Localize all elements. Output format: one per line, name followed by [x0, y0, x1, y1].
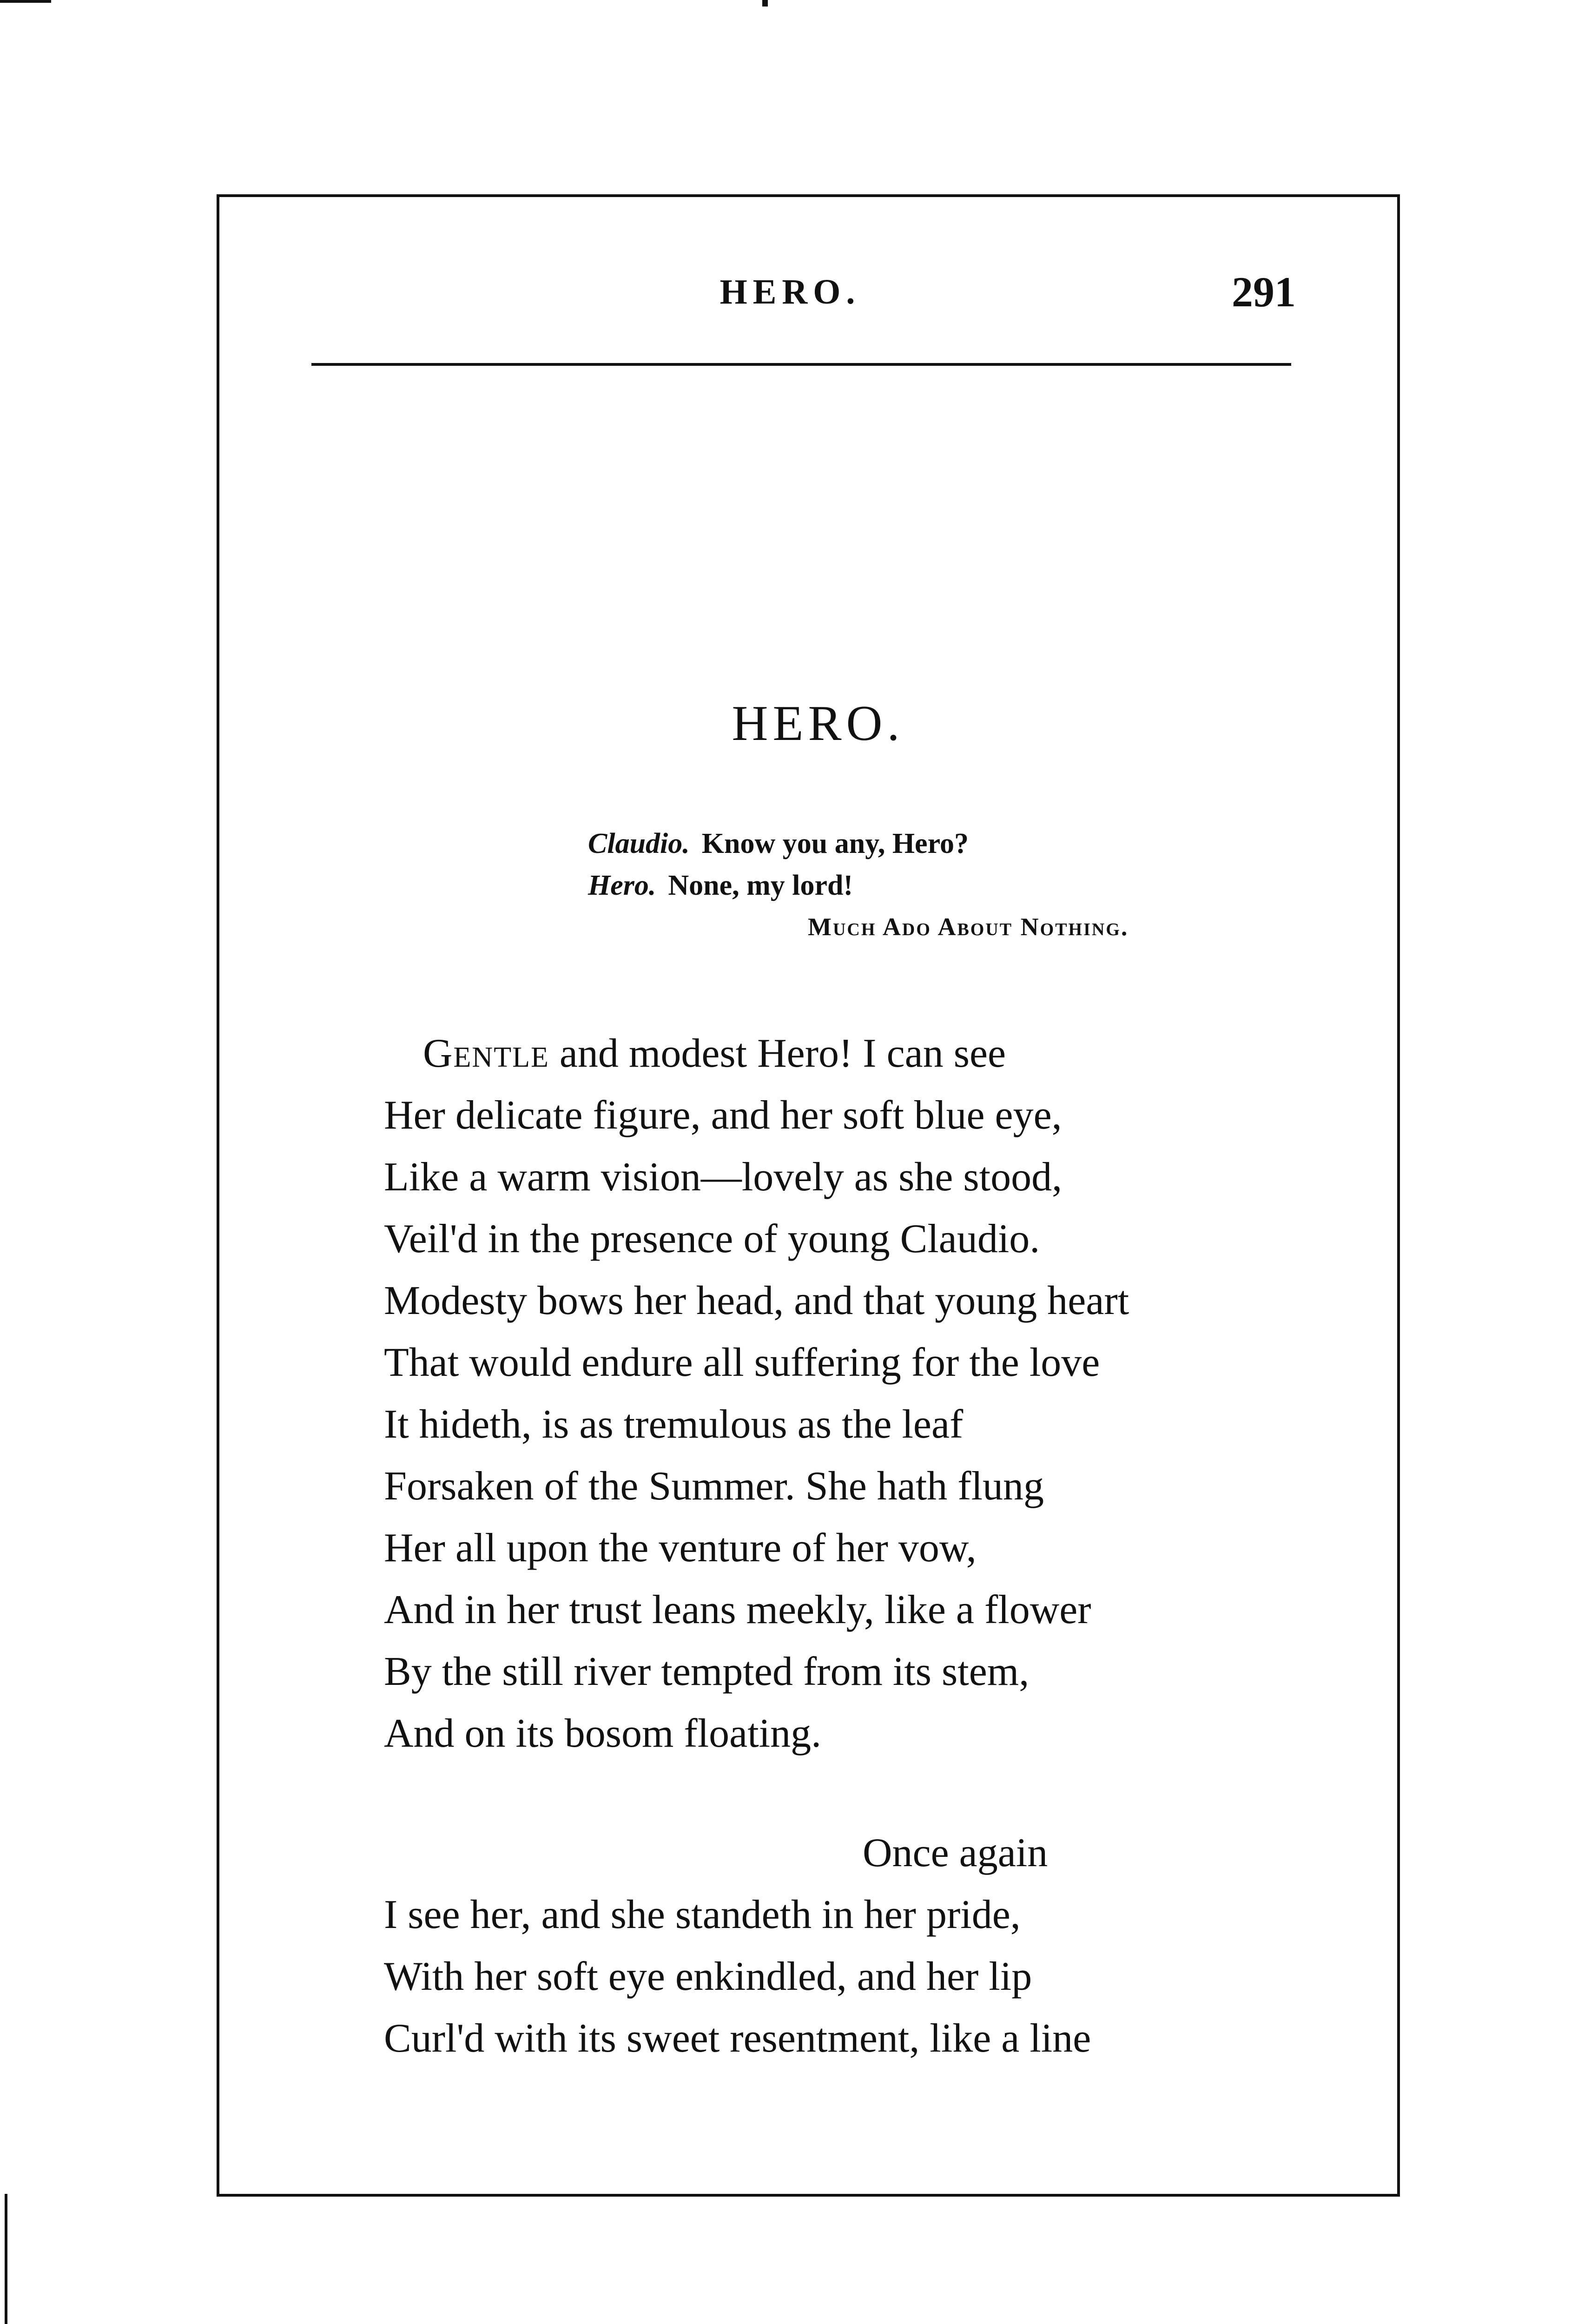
scan-edge-mark	[762, 0, 768, 7]
running-head: HERO.	[719, 272, 861, 311]
verse-line: Curl'd with its sweet resentment, like a line	[384, 2016, 1091, 2061]
verse-line: And in her trust leans meekly, like a flower	[384, 1587, 1091, 1632]
verse-line: Like a warm vision—lovely as she stood,	[384, 1155, 1063, 1200]
scan-edge-mark	[5, 2194, 7, 2324]
verse-line: That would endure all suffering for the love	[384, 1340, 1100, 1385]
verse-line: I see her, and she standeth in her pride,	[384, 1892, 1021, 1937]
header-rule	[311, 363, 1291, 366]
epigraph-speaker: Claudio.	[588, 828, 690, 859]
verse-line: Modesty bows her head, and that young heart	[384, 1278, 1129, 1323]
poem-title: HERO.	[732, 696, 904, 751]
verse-line: Her all upon the venture of her vow,	[384, 1525, 977, 1571]
verse-line: Her delicate figure, and her soft blue eye,	[384, 1093, 1062, 1138]
verse-line: Veil'd in the presence of young Claudio.	[384, 1216, 1040, 1261]
first-word: Gentle	[423, 1031, 549, 1076]
verse-line: By the still river tempted from its stem,	[384, 1649, 1030, 1694]
epigraph-text: Know you any, Hero?	[701, 828, 969, 859]
page-number: 291	[1232, 268, 1296, 316]
verse-line: Once again	[863, 1830, 1048, 1875]
stanza-1	[384, 1023, 1129, 1764]
scan-edge-mark	[0, 0, 51, 3]
verse-line: With her soft eye enkindled, and her lip	[384, 1954, 1032, 1999]
epigraph-source: Much Ado About Nothing.	[808, 913, 1129, 941]
first-line-rest: and modest Hero! I can see	[549, 1031, 1006, 1076]
epigraph	[588, 823, 969, 906]
epigraph-text: None, my lord!	[668, 870, 853, 901]
verse-line: Forsaken of the Summer. She hath flung	[384, 1464, 1044, 1509]
epigraph-line	[588, 865, 969, 906]
epigraph-line	[588, 823, 969, 865]
epigraph-speaker: Hero.	[588, 870, 656, 901]
verse-line: And on its bosom floating.	[384, 1711, 822, 1756]
stanza-2	[384, 1822, 1091, 2069]
verse-line: It hideth, is as tremulous as the leaf	[384, 1402, 964, 1447]
verse-line	[384, 1023, 1129, 1084]
